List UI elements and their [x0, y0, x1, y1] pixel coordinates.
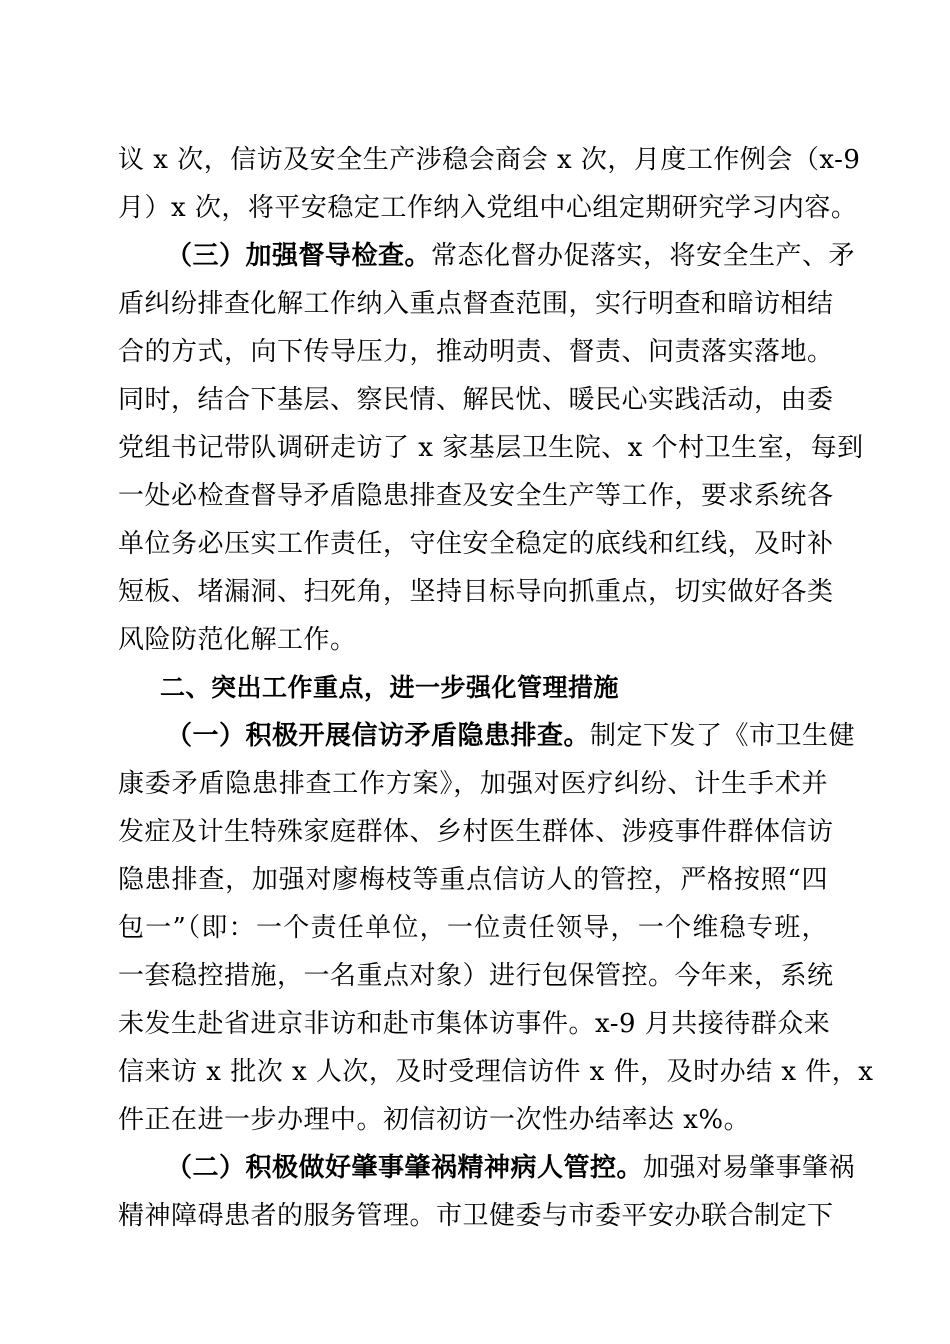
subheading-line [166, 1144, 856, 1192]
text-line: 信来访 x 批次 x 人次，及时受理信访件 x 件，及时办结 x 件，x [118, 1057, 874, 1087]
text-line: 议 x 次，信访及安全生产涉稳会商会 x 次，月度工作例会（x-9 [118, 145, 861, 175]
text-span: 加强对易肇事肇祸 [643, 1153, 856, 1183]
subheading-line [166, 712, 856, 760]
text-line: 短板、堵漏洞、扫死角，坚持目标导向抓重点，切实做好各类 [118, 577, 834, 607]
text-line: 单位务必压实工作责任，守住安全稳定的底线和红线，及时补 [118, 529, 834, 559]
text-line: 风险防范化解工作。 [118, 625, 357, 655]
subheading-lead: （一）积极开展信访矛盾隐患排查。 [166, 721, 591, 751]
text-line: 一套稳控措施，一名重点对象）进行包保管控。今年来，系统 [118, 961, 834, 991]
text-line: 党组书记带队调研走访了 x 家基层卫生院、x 个村卫生室，每到 [118, 433, 864, 463]
subheading-lead: （三）加强督导检查。 [166, 241, 432, 271]
text-line: 件正在进一步办理中。初信初访一次性办结率达 x%。 [118, 1105, 751, 1135]
text-line: 包一”（即：一个责任单位，一位责任领导，一个维稳专班， [118, 913, 828, 943]
text-line: 隐患排查，加强对廖梅枝等重点信访人的管控，严格按照“四 [118, 865, 828, 895]
text-line: 一处必检查督导矛盾隐患排查及安全生产等工作，要求系统各 [118, 481, 834, 511]
text-line: 精神障碍患者的服务管理。市卫健委与市委平安办联合制定下 [118, 1201, 834, 1231]
text-line: 康委矛盾隐患排查工作方案》，加强对医疗纠纷、计生手术并 [118, 769, 828, 799]
text-span: 常态化督办促落实，将安全生产、矛 [431, 241, 856, 271]
text-line: 未发生赴省进京非访和赴市集体访事件。x-9 月共接待群众来 [118, 1009, 831, 1039]
text-line: 合的方式，向下传导压力，推动明责、督责、问责落实落地。 [118, 337, 834, 367]
subheading-line [166, 232, 856, 280]
text-line: 月）x 次，将平安稳定工作纳入党组中心组定期研究学习内容。 [118, 193, 858, 223]
text-span: 制定下发了《市卫生健 [590, 721, 856, 751]
text-line: 同时，结合下基层、察民情、解民忧、暖民心实践活动，由委 [118, 385, 834, 415]
text-line: 发症及计生特殊家庭群体、乡村医生群体、涉疫事件群体信访 [118, 817, 834, 847]
subheading-lead: （二）积极做好肇事肇祸精神病人管控。 [166, 1153, 644, 1183]
text-line: 盾纠纷排查化解工作纳入重点督查范围，实行明查和暗访相结 [118, 289, 834, 319]
section-heading: 二、突出工作重点，进一步强化管理措施 [160, 673, 620, 702]
